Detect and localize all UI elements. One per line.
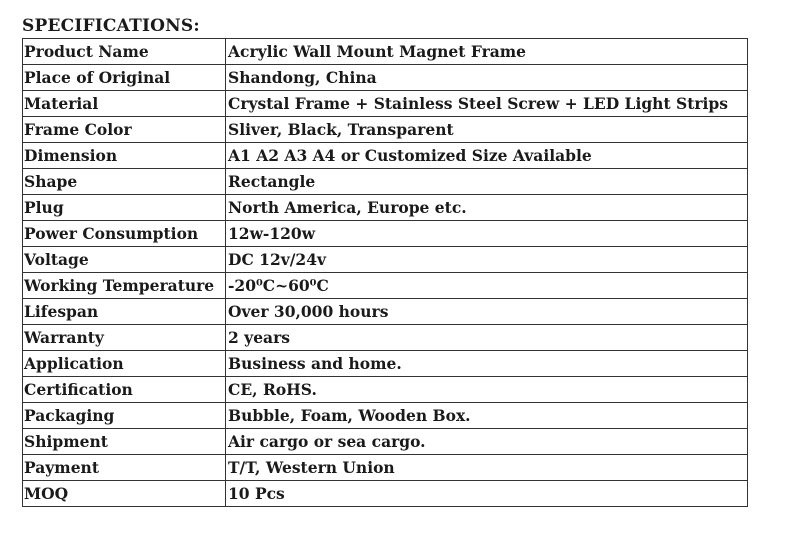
spec-key: Shipment <box>23 429 226 455</box>
spec-key: Voltage <box>23 247 226 273</box>
table-row <box>23 91 748 117</box>
table-row <box>23 325 748 351</box>
spec-value: Acrylic Wall Mount Magnet Frame <box>226 39 748 65</box>
table-row <box>23 429 748 455</box>
spec-key: Power Consumption <box>23 221 226 247</box>
table-row <box>23 481 748 507</box>
spec-key: Application <box>23 351 226 377</box>
spec-key: Lifespan <box>23 299 226 325</box>
table-row <box>23 351 748 377</box>
spec-value: Air cargo or sea cargo. <box>226 429 748 455</box>
spec-key: Packaging <box>23 403 226 429</box>
spec-key: Dimension <box>23 143 226 169</box>
spec-value: CE, RoHS. <box>226 377 748 403</box>
spec-value: Over 30,000 hours <box>226 299 748 325</box>
spec-value: A1 A2 A3 A4 or Customized Size Available <box>226 143 748 169</box>
spec-value: 10 Pcs <box>226 481 748 507</box>
table-row <box>23 195 748 221</box>
spec-value: -20⁰C~60⁰C <box>226 273 748 299</box>
spec-key: Material <box>23 91 226 117</box>
table-row <box>23 39 748 65</box>
spec-value: Shandong, China <box>226 65 748 91</box>
spec-key: Place of Original <box>23 65 226 91</box>
specifications-heading: SPECIFICATIONS: <box>22 16 200 36</box>
spec-value: DC 12v/24v <box>226 247 748 273</box>
spec-key: Product Name <box>23 39 226 65</box>
spec-key: MOQ <box>23 481 226 507</box>
table-row <box>23 143 748 169</box>
spec-key: Certification <box>23 377 226 403</box>
spec-value: T/T, Western Union <box>226 455 748 481</box>
table-row <box>23 247 748 273</box>
spec-key: Shape <box>23 169 226 195</box>
table-row <box>23 403 748 429</box>
spec-value: Rectangle <box>226 169 748 195</box>
table-row <box>23 65 748 91</box>
table-row <box>23 455 748 481</box>
table-row <box>23 377 748 403</box>
spec-key: Working Temperature <box>23 273 226 299</box>
spec-key: Payment <box>23 455 226 481</box>
table-row <box>23 221 748 247</box>
spec-value: 2 years <box>226 325 748 351</box>
spec-key: Frame Color <box>23 117 226 143</box>
spec-value: Crystal Frame + Stainless Steel Screw + LED Light Strips <box>226 91 748 117</box>
spec-key: Plug <box>23 195 226 221</box>
table-row <box>23 117 748 143</box>
table-row <box>23 273 748 299</box>
spec-value: Sliver, Black, Transparent <box>226 117 748 143</box>
spec-value: 12w-120w <box>226 221 748 247</box>
spec-value: North America, Europe etc. <box>226 195 748 221</box>
specifications-table <box>22 38 748 507</box>
spec-value: Business and home. <box>226 351 748 377</box>
spec-key: Warranty <box>23 325 226 351</box>
table-row <box>23 169 748 195</box>
table-row <box>23 299 748 325</box>
spec-value: Bubble, Foam, Wooden Box. <box>226 403 748 429</box>
